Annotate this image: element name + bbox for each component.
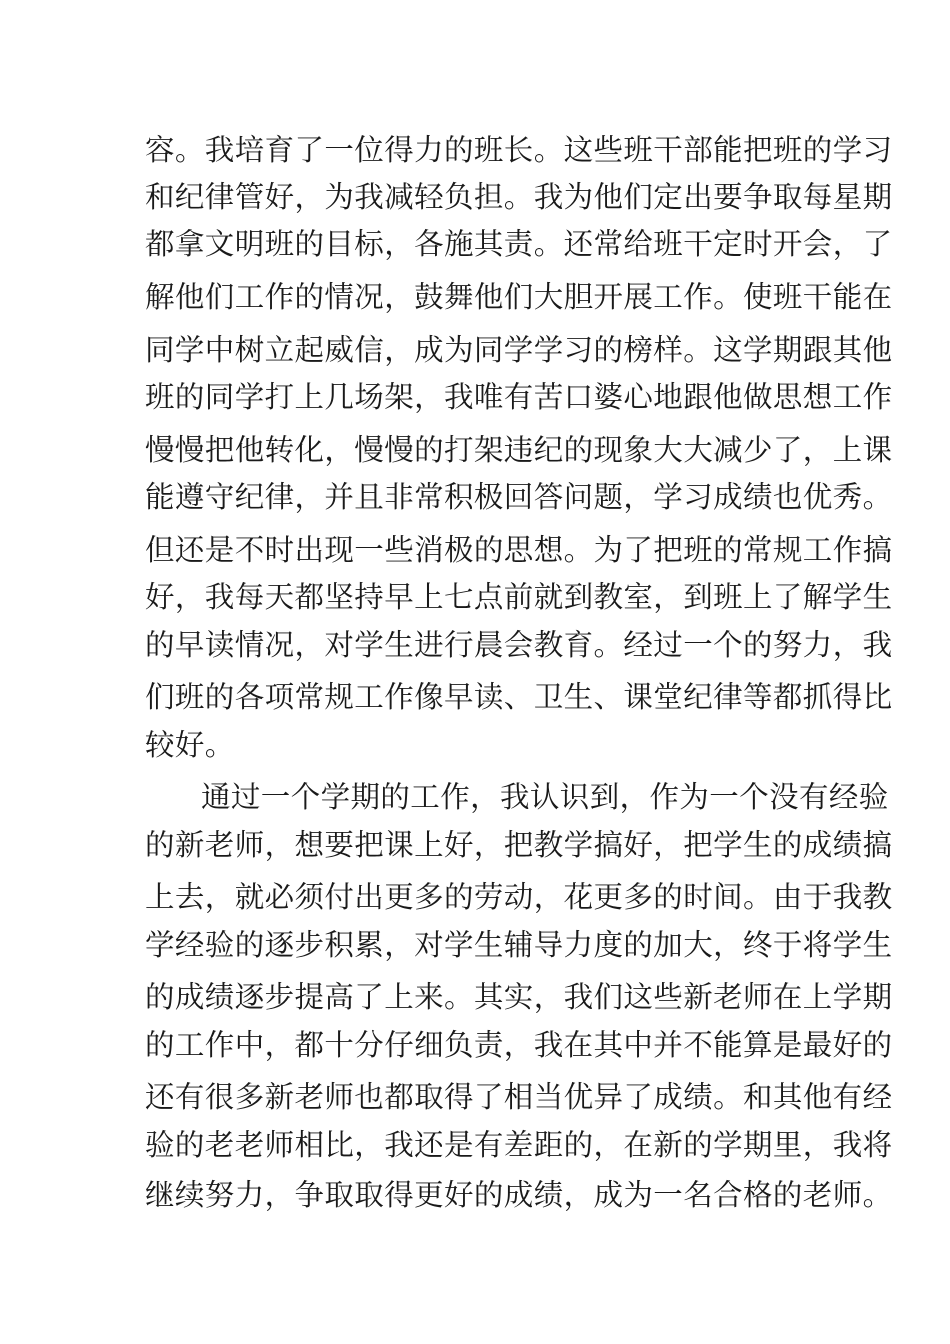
text-line: 都拿文明班的目标，各施其责。还常给班干定时开会，了 [145,227,893,261]
text-line: 好，我每天都坚持早上七点前就到教室，到班上了解学生 [145,580,893,614]
text-line: 解他们工作的情况，鼓舞他们大胆开展工作。使班干能在 [145,280,893,314]
text-line: 的早读情况，对学生进行晨会教育。经过一个的努力，我 [145,628,893,662]
text-line: 能遵守纪律，并且非常积极回答问题，学习成绩也优秀。 [145,480,893,514]
text-line: 同学中树立起威信，成为同学学习的榜样。这学期跟其他 [145,333,893,367]
text-line: 但还是不时出现一些消极的思想。为了把班的常规工作搞 [145,533,893,567]
text-line: 慢慢把他转化，慢慢的打架违纪的现象大大减少了，上课 [145,433,893,467]
text-line: 的工作中，都十分仔细负责，我在其中并不能算是最好的 [145,1028,893,1062]
text-line: 班的同学打上几场架，我唯有苦口婆心地跟他做思想工作 [145,380,893,414]
text-line: 还有很多新老师也都取得了相当优异了成绩。和其他有经 [145,1080,893,1114]
text-line: 和纪律管好，为我减轻负担。我为他们定出要争取每星期 [145,180,893,214]
text-line: 上去，就必须付出更多的劳动，花更多的时间。由于我教 [145,880,893,914]
text-line: 容。我培育了一位得力的班长。这些班干部能把班的学习 [145,133,893,167]
text-line: 们班的各项常规工作像早读、卫生、课堂纪律等都抓得比 [145,680,893,714]
text-line: 的成绩逐步提高了上来。其实，我们这些新老师在上学期 [145,980,893,1014]
text-line: 验的老老师相比，我还是有差距的，在新的学期里，我将 [145,1128,893,1162]
text-line: 的新老师，想要把课上好，把教学搞好，把学生的成绩搞 [145,828,893,862]
text-line: 继续努力，争取取得更好的成绩，成为一名合格的老师。 [145,1178,893,1212]
paragraph-first-line: 通过一个学期的工作，我认识到，作为一个没有经验 [201,780,889,814]
text-line: 较好。 [145,728,235,762]
text-line: 学经验的逐步积累，对学生辅导力度的加大，终于将学生 [145,928,893,962]
